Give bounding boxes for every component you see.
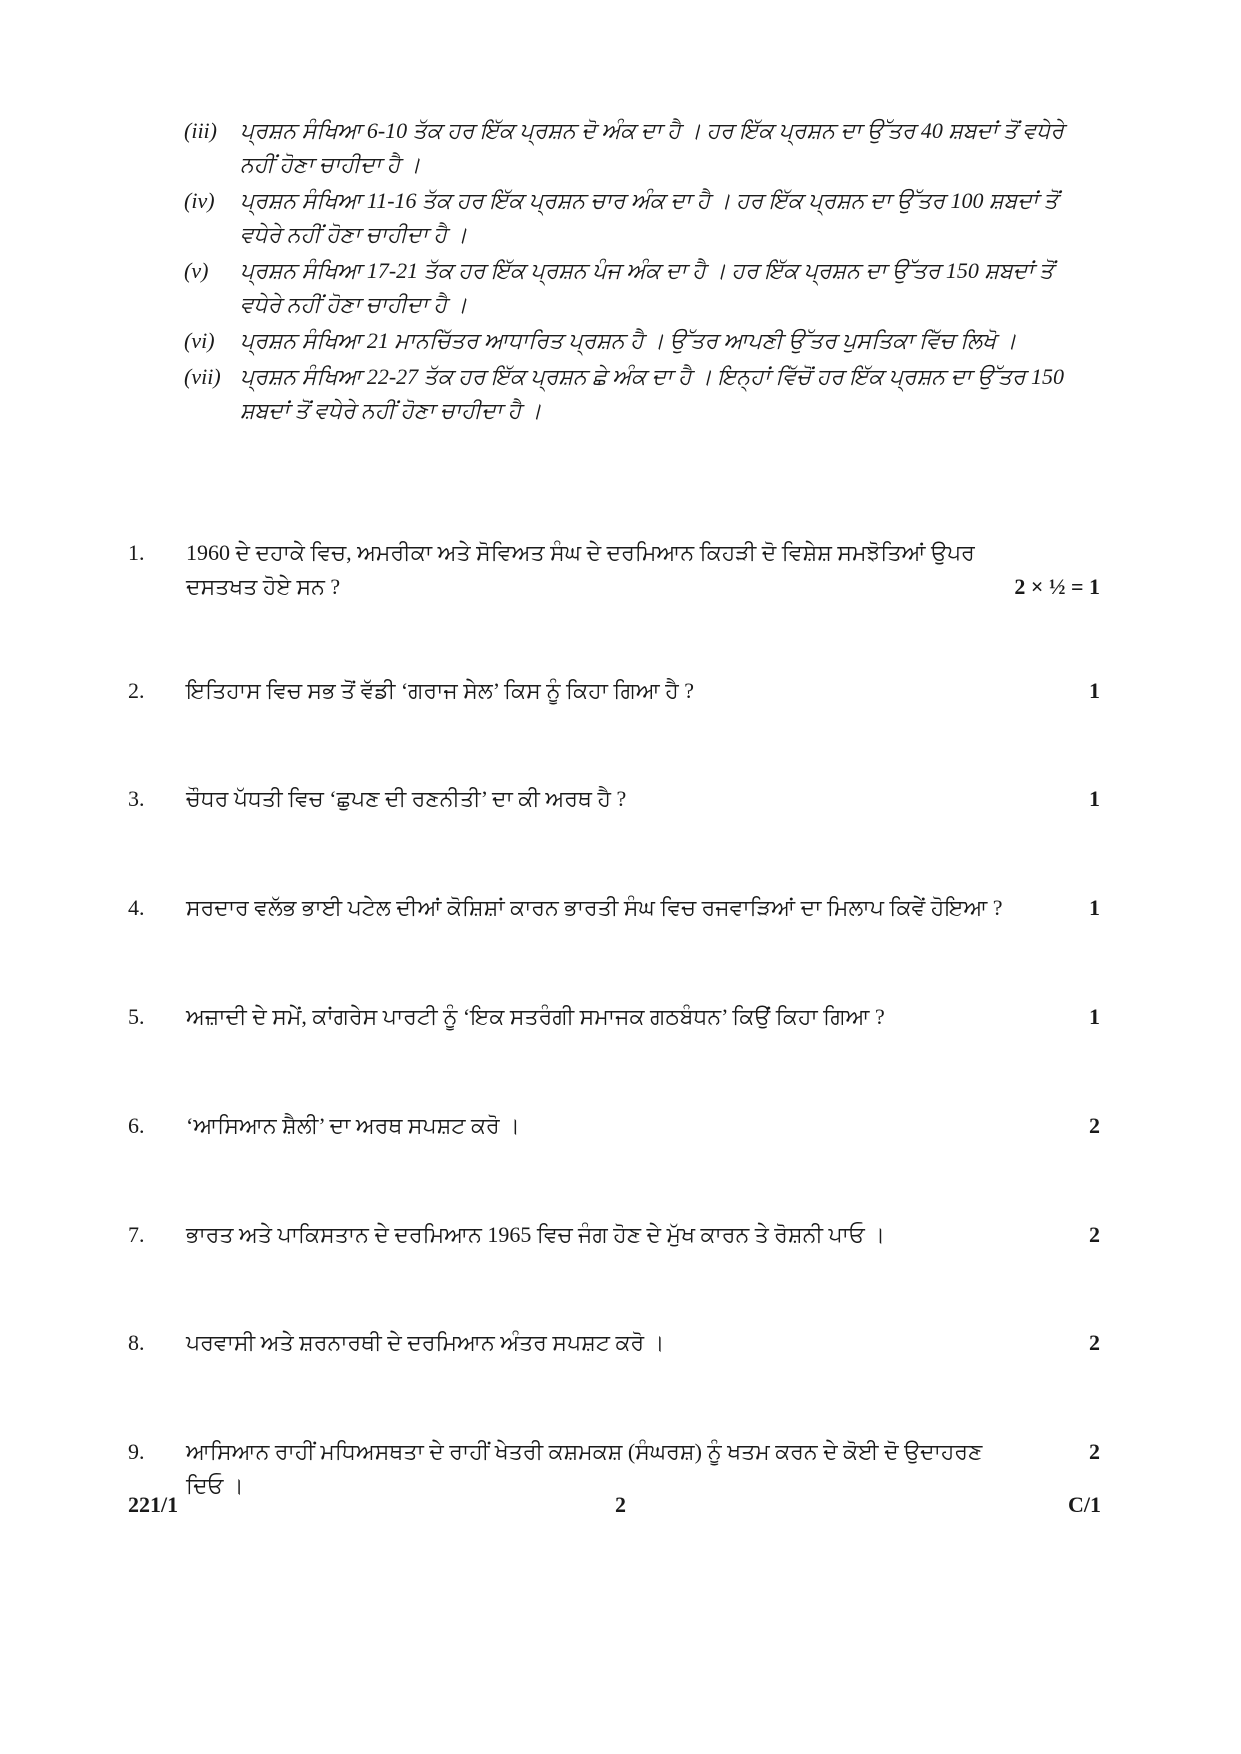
question-text: ਅਜ਼ਾਦੀ ਦੇ ਸਮੇਂ, ਕਾਂਗਰੇਸ ਪਾਰਟੀ ਨੂੰ ‘ਇਕ ਸਤਰੰਗੀ ਸਮਾਜਕ ਗਠਬੰਧਨ’ ਕਿਉਂ ਕਿਹਾ ਗਿਆ ? <box>186 1004 885 1029</box>
instruction-text: ਪ੍ਰਸ਼ਨ ਸੰਖਿਆ 22-27 ਤੱਕ ਹਰ ਇੱਕ ਪ੍ਰਸ਼ਨ ਛੇ ਅੰਕ ਦਾ ਹੈ । ਇਨ੍ਹਾਂ ਵਿੱਚੋਂ ਹਰ ਇੱਕ ਪ੍ਰਸ਼ਨ ਦਾ ਉੱਤਰ 150 ਸ਼ਬਦਾਂ ਤੋਂ ਵਧੇਰੇ ਨਹੀਂ ਹੋਣਾ ਚਾਹੀਦਾ ਹੈ । <box>240 364 1065 423</box>
question-marks: 1 <box>1089 895 1100 920</box>
paper-set: C/1 <box>1068 1492 1101 1517</box>
page-number: 2 <box>615 1492 626 1517</box>
question-number: 8. <box>128 1330 145 1355</box>
question-number: 6. <box>128 1113 145 1138</box>
instruction-text: ਪ੍ਰਸ਼ਨ ਸੰਖਿਆ 17-21 ਤੱਕ ਹਰ ਇੱਕ ਪ੍ਰਸ਼ਨ ਪੰਜ ਅੰਕ ਦਾ ਹੈ । ਹਰ ਇੱਕ ਪ੍ਰਸ਼ਨ ਦਾ ਉੱਤਰ 150 ਸ਼ਬਦਾਂ ਤੋਂ ਵਧੇਰੇ ਨਹੀਂ ਹੋਣਾ ਚਾਹੀਦਾ ਹੈ । <box>240 258 1054 317</box>
instruction-item <box>184 254 1096 322</box>
instruction-number: (vii) <box>184 364 221 389</box>
instruction-item <box>184 324 1096 358</box>
question-number: 5. <box>128 1004 145 1029</box>
instruction-number: (iv) <box>184 188 215 213</box>
question-item <box>128 1109 1100 1143</box>
instruction-item <box>184 184 1096 252</box>
question-text: ਭਾਰਤ ਅਤੇ ਪਾਕਿਸਤਾਨ ਦੇ ਦਰਮਿਆਨ 1965 ਵਿਚ ਜੰਗ ਹੋਣ ਦੇ ਮੁੱਖ ਕਾਰਨ ਤੇ ਰੋਸ਼ਨੀ ਪਾਓ । <box>186 1222 886 1247</box>
question-number: 2. <box>128 678 145 703</box>
question-text: ਚੌਧਰ ਪੱਧਤੀ ਵਿਚ ‘ਛੁਪਣ ਦੀ ਰਣਨੀਤੀ’ ਦਾ ਕੀ ਅਰਥ ਹੈ ? <box>186 786 627 811</box>
question-number: 3. <box>128 786 145 811</box>
instruction-text: ਪ੍ਰਸ਼ਨ ਸੰਖਿਆ 11-16 ਤੱਕ ਹਰ ਇੱਕ ਪ੍ਰਸ਼ਨ ਚਾਰ ਅੰਕ ਦਾ ਹੈ । ਹਰ ਇੱਕ ਪ੍ਰਸ਼ਨ ਦਾ ਉੱਤਰ 100 ਸ਼ਬਦਾਂ ਤੋਂ ਵਧੇਰੇ ਨਹੀਂ ਹੋਣਾ ਚਾਹੀਦਾ ਹੈ । <box>240 188 1058 247</box>
instruction-text: ਪ੍ਰਸ਼ਨ ਸੰਖਿਆ 21 ਮਾਨਚਿੱਤਰ ਆਧਾਰਿਤ ਪ੍ਰਸ਼ਨ ਹੈ । ਉੱਤਰ ਆਪਣੀ ਉੱਤਰ ਪੁਸਤਿਕਾ ਵਿੱਚ ਲਿਖੋ । <box>240 328 1017 353</box>
instruction-item <box>184 114 1096 182</box>
question-item <box>128 891 1100 925</box>
question-marks: 2 × ½ = 1 <box>1014 574 1100 599</box>
question-item <box>128 536 1100 604</box>
question-text: ਸਰਦਾਰ ਵਲੱਭ ਭਾਈ ਪਟੇਲ ਦੀਆਂ ਕੋਸ਼ਿਸ਼ਾਂ ਕਾਰਨ ਭਾਰਤੀ ਸੰਘ ਵਿਚ ਰਜਵਾੜਿਆਂ ਦਾ ਮਿਲਾਪ ਕਿਵੇਂ ਹੋਇਆ ? <box>186 895 1003 920</box>
question-number: 9. <box>128 1439 145 1464</box>
question-marks: 1 <box>1089 678 1100 703</box>
paper-code: 221/1 <box>128 1492 179 1517</box>
question-text: ਆਸਿਆਨ ਰਾਹੀਂ ਮਧਿਅਸਥਤਾ ਦੇ ਰਾਹੀਂ ਖੇਤਰੀ ਕਸ਼ਮਕਸ਼ (ਸੰਘਰਸ਼) ਨੂੰ ਖਤਮ ਕਰਨ ਦੇ ਕੋਈ ਦੋ ਉਦਾਹਰਣ ਦਿਓ । <box>186 1439 983 1498</box>
question-number: 1. <box>128 540 145 565</box>
question-text: ਪਰਵਾਸੀ ਅਤੇ ਸ਼ਰਨਾਰਥੀ ਦੇ ਦਰਮਿਆਨ ਅੰਤਰ ਸਪਸ਼ਟ ਕਰੋ । <box>186 1330 665 1355</box>
question-item <box>128 782 1100 816</box>
question-marks: 2 <box>1089 1330 1100 1355</box>
instruction-text: ਪ੍ਰਸ਼ਨ ਸੰਖਿਆ 6-10 ਤੱਕ ਹਰ ਇੱਕ ਪ੍ਰਸ਼ਨ ਦੋ ਅੰਕ ਦਾ ਹੈ । ਹਰ ਇੱਕ ਪ੍ਰਸ਼ਨ ਦਾ ਉੱਤਰ 40 ਸ਼ਬਦਾਂ ਤੋਂ ਵਧੇਰੇ ਨਹੀਂ ਹੋਣਾ ਚਾਹੀਦਾ ਹੈ । <box>240 118 1064 177</box>
question-marks: 2 <box>1089 1113 1100 1138</box>
question-number: 7. <box>128 1222 145 1247</box>
instruction-number: (iii) <box>184 118 217 143</box>
question-text: ਇਤਿਹਾਸ ਵਿਚ ਸਭ ਤੋਂ ਵੱਡੀ ‘ਗਰਾਜ ਸੇਲ’ ਕਿਸ ਨੂੰ ਕਿਹਾ ਗਿਆ ਹੈ ? <box>186 678 695 703</box>
instruction-number: (vi) <box>184 328 215 353</box>
question-item <box>128 674 1100 708</box>
instruction-item <box>184 360 1096 428</box>
question-marks: 2 <box>1089 1439 1100 1464</box>
question-marks: 2 <box>1089 1222 1100 1247</box>
question-marks: 1 <box>1089 786 1100 811</box>
question-item <box>128 1000 1100 1034</box>
question-text: ‘ਆਸਿਆਨ ਸ਼ੈਲੀ’ ਦਾ ਅਰਥ ਸਪਸ਼ਟ ਕਰੋ । <box>186 1113 520 1138</box>
question-marks: 1 <box>1089 1004 1100 1029</box>
question-item <box>128 1326 1100 1360</box>
instruction-number: (v) <box>184 258 209 283</box>
question-item <box>128 1218 1100 1252</box>
question-number: 4. <box>128 895 145 920</box>
question-text: 1960 ਦੇ ਦਹਾਕੇ ਵਿਚ, ਅਮਰੀਕਾ ਅਤੇ ਸੋਵਿਅਤ ਸੰਘ ਦੇ ਦਰਮਿਆਨ ਕਿਹੜੀ ਦੋ ਵਿਸ਼ੇਸ਼ ਸਮਝੋਤਿਆਂ ਉਪਰ ਦਸਤਖਤ ਹੋਏ ਸਨ ? <box>186 540 975 599</box>
